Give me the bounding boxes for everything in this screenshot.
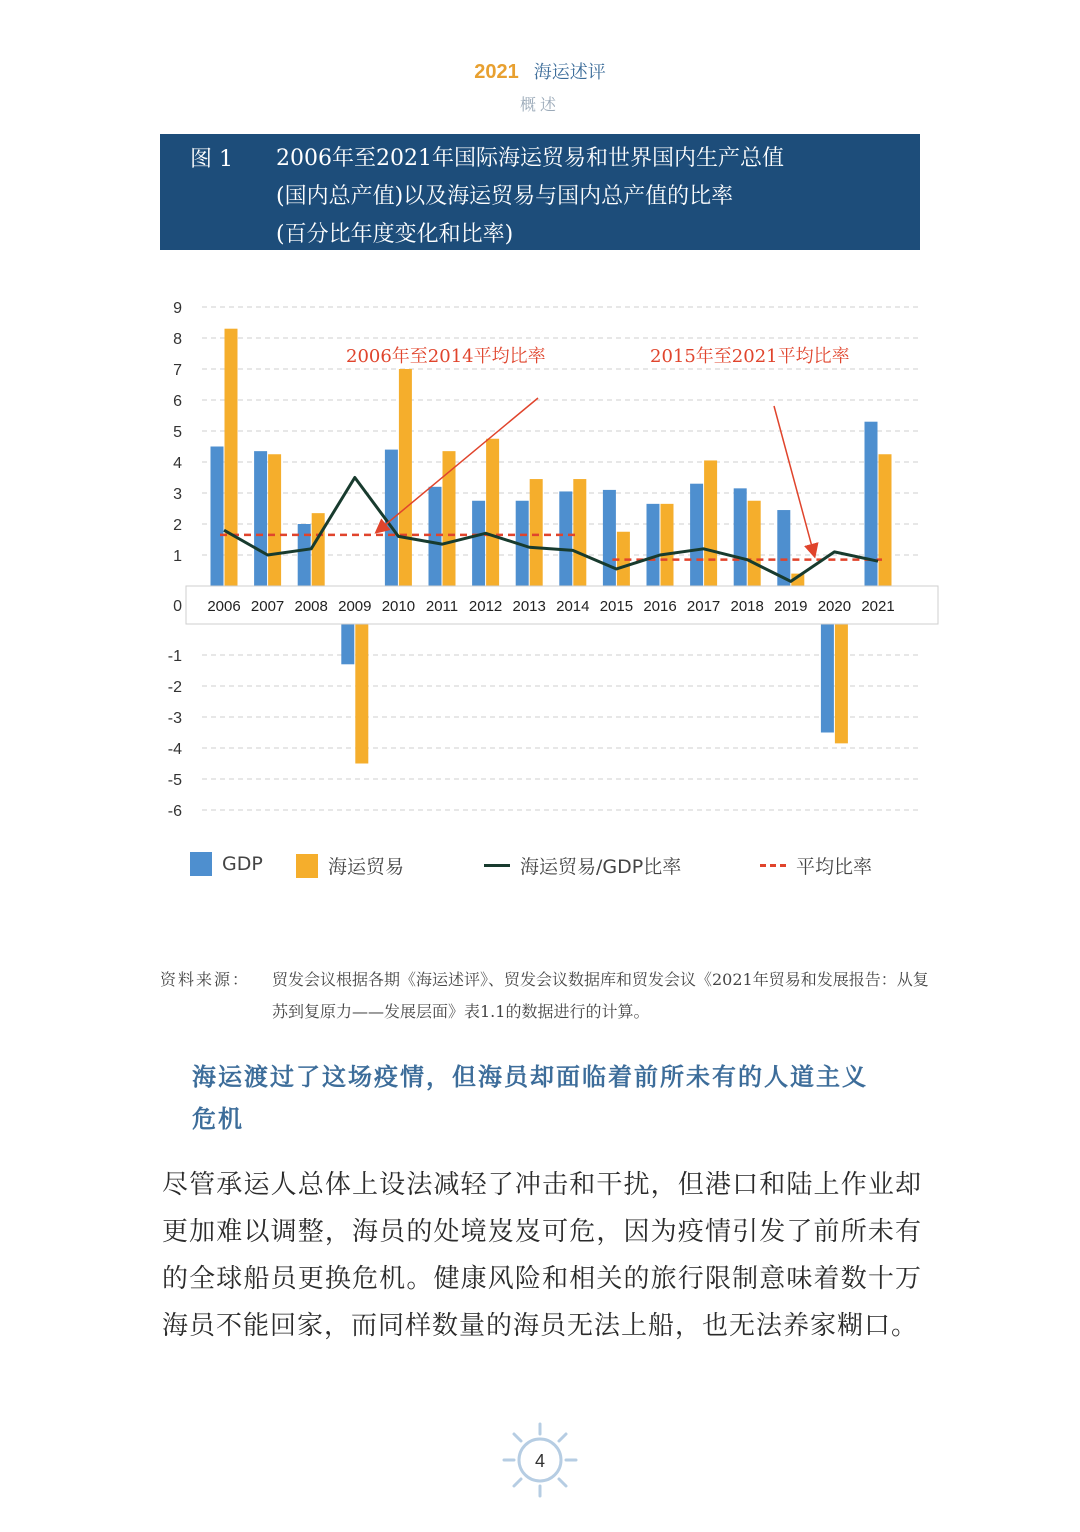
bar-trade <box>486 439 499 586</box>
figure-title <box>276 140 784 254</box>
bar-gdp <box>647 504 660 586</box>
figure-title-box <box>160 134 920 250</box>
annotation-label-2006-2014: 2006年至2014平均比率 <box>346 346 546 367</box>
legend-item-gdp <box>190 852 263 876</box>
bar-gdp <box>821 624 834 733</box>
header-title: 海运述评 <box>533 62 606 83</box>
bar-gdp <box>211 447 224 587</box>
bar-gdp <box>385 450 398 586</box>
x-tick-label: 2013 <box>512 598 546 615</box>
body-paragraph: 尽管承运人总体上设法减轻了冲击和干扰，但港口和陆上作业却更加难以调整，海员的处境岌岌可危，因为疫情引发了前所未有的全球船员更换危机。健康风险和相关的旅行限制意味着数十万海员不能回家，而同样数量的海员无法上船，也无法养家糊口。 <box>162 1170 922 1341</box>
y-tick-label: -1 <box>167 648 182 665</box>
bar-trade <box>704 460 717 586</box>
y-tick-label: 9 <box>173 300 182 317</box>
legend-label-trade: 海运贸易 <box>328 856 405 878</box>
y-tick-label: -6 <box>167 803 182 820</box>
x-tick-label: 2007 <box>250 598 285 615</box>
x-tick-label: 2012 <box>468 598 503 615</box>
bar-trade <box>573 479 586 586</box>
page-number-badge <box>500 1420 580 1500</box>
y-tick-label: 3 <box>173 486 182 503</box>
y-tick-label: 7 <box>173 362 182 379</box>
legend-item-trade <box>296 852 404 879</box>
x-tick-label: 2016 <box>643 598 677 615</box>
bar-gdp <box>690 484 703 586</box>
y-tick-label: 1 <box>173 548 182 565</box>
source-note <box>160 964 930 1028</box>
bar-gdp <box>298 524 311 586</box>
running-header <box>0 58 1080 84</box>
legend-swatch-average <box>760 864 786 867</box>
figure-title-line-3: (百分比年度变化和比率) <box>276 222 514 247</box>
bar-trade <box>268 454 281 586</box>
bar-trade <box>225 329 238 586</box>
bar-gdp <box>341 624 354 664</box>
bar-trade <box>879 454 892 586</box>
x-tick-label: 2011 <box>425 598 459 615</box>
bar-trade <box>661 504 674 586</box>
legend-swatch-gdp <box>190 852 212 876</box>
x-tick-label: 2019 <box>774 598 808 615</box>
legend-swatch-trade <box>296 854 318 878</box>
x-tick-label: 2017 <box>686 598 721 615</box>
bar-gdp <box>254 451 267 586</box>
bar-trade <box>312 513 325 586</box>
x-tick-label: 2008 <box>294 598 328 615</box>
bar-gdp <box>734 488 747 586</box>
bar-trade <box>399 369 412 586</box>
y-tick-label: 8 <box>173 331 182 348</box>
legend-label-gdp: GDP <box>222 853 263 875</box>
x-tick-label: 2014 <box>556 598 590 615</box>
x-tick-label: 2015 <box>599 598 634 615</box>
bar-trade <box>835 624 848 743</box>
x-tick-label: 2010 <box>381 598 416 615</box>
legend-swatch-ratio <box>484 864 510 867</box>
source-label: 资料来源： <box>160 970 251 989</box>
page-number: 4 <box>534 1451 546 1471</box>
header-year: 2021 <box>474 61 519 83</box>
annotation-label-2015-2021: 2015年至2021平均比率 <box>650 346 850 367</box>
legend-item-average <box>760 852 872 879</box>
y-tick-label: -2 <box>167 679 182 696</box>
x-tick-label: 2018 <box>730 598 764 615</box>
y-tick-label-zero: 0 <box>173 598 182 615</box>
section-heading: 海运渡过了这场疫情，但海员却面临着前所未有的人道主义危机 <box>192 1062 868 1133</box>
bar-gdp <box>559 491 572 586</box>
bar-gdp <box>472 501 485 586</box>
y-tick-label: 4 <box>173 455 182 472</box>
x-tick-label: 2006 <box>207 598 241 615</box>
bar-trade <box>355 624 368 764</box>
figure-label: 图 1 <box>190 147 233 172</box>
bar-trade <box>530 479 543 586</box>
x-tick-label: 2009 <box>338 598 372 615</box>
y-tick-label: -4 <box>167 741 182 758</box>
x-tick-label: 2021 <box>861 598 895 615</box>
bar-trade <box>748 501 761 586</box>
source-text: 贸发会议根据各期《海运述评》、贸发会议数据库和贸发会议《2021年贸易和发展报告：从复苏到复原力——发展层面》表1.1的数据进行的计算。 <box>272 970 929 1021</box>
legend-item-ratio <box>484 852 681 879</box>
header-subtitle: 概述 <box>519 95 560 114</box>
chart <box>150 290 940 830</box>
y-tick-label: -5 <box>167 772 182 789</box>
y-tick-label: -3 <box>167 710 182 727</box>
bar-gdp <box>429 487 442 586</box>
x-tick-label: 2020 <box>817 598 852 615</box>
figure-title-line-1: 2006年至2021年国际海运贸易和世界国内生产总值 <box>276 146 784 171</box>
y-tick-label: 6 <box>173 393 182 410</box>
figure-title-line-2: (国内总产值)以及海运贸易与国内总产值的比率 <box>276 184 734 209</box>
legend-label-ratio: 海运贸易/GDP比率 <box>520 856 682 878</box>
y-tick-label: 2 <box>173 517 182 534</box>
chart-legend <box>190 852 910 882</box>
legend-label-average: 平均比率 <box>796 856 873 878</box>
bar-gdp <box>603 490 616 586</box>
y-tick-label: 5 <box>173 424 182 441</box>
